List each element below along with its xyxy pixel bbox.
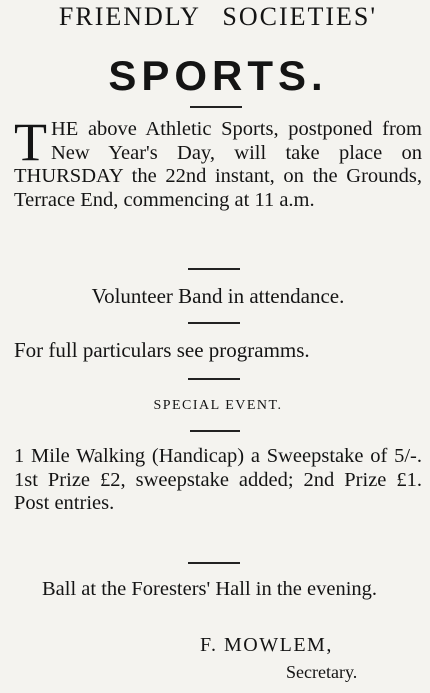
signature-title: Secretary. [286,662,358,682]
divider-rule [190,430,240,432]
societies-heading: FRIENDLY SOCIETIES' [58,2,378,31]
band-notice: Volunteer Band in attendance. [91,284,345,308]
divider-rule [188,562,240,564]
divider-rule [188,268,240,270]
divider-rule [188,322,240,324]
announcement-paragraph [14,112,422,212]
particulars-notice: For full particulars see programms. [14,338,310,362]
signature-name: F. MOWLEM, [200,634,333,656]
walking-event-text: 1 Mile Walking (Handicap) a Sweepstake of 5/-. 1st Prize £2, sweepstake added; 2nd Prize £1. Post entries. [14,445,422,514]
sports-title: SPORTS. [108,52,328,99]
drop-cap: T [14,112,47,172]
ball-notice: Ball at the Foresters' Hall in the evening. [42,578,378,600]
walking-event-paragraph [14,445,422,516]
announcement-text: HE above Athletic Sports, postponed from New Year's Day, will take place on THURSDAY the 22nd instant, on the Grounds, Terrace End, commencing at 11 a.m. [14,118,422,211]
divider-rule [188,378,240,380]
divider-rule [190,106,242,108]
special-event-heading: SPECIAL EVENT. [153,398,283,413]
